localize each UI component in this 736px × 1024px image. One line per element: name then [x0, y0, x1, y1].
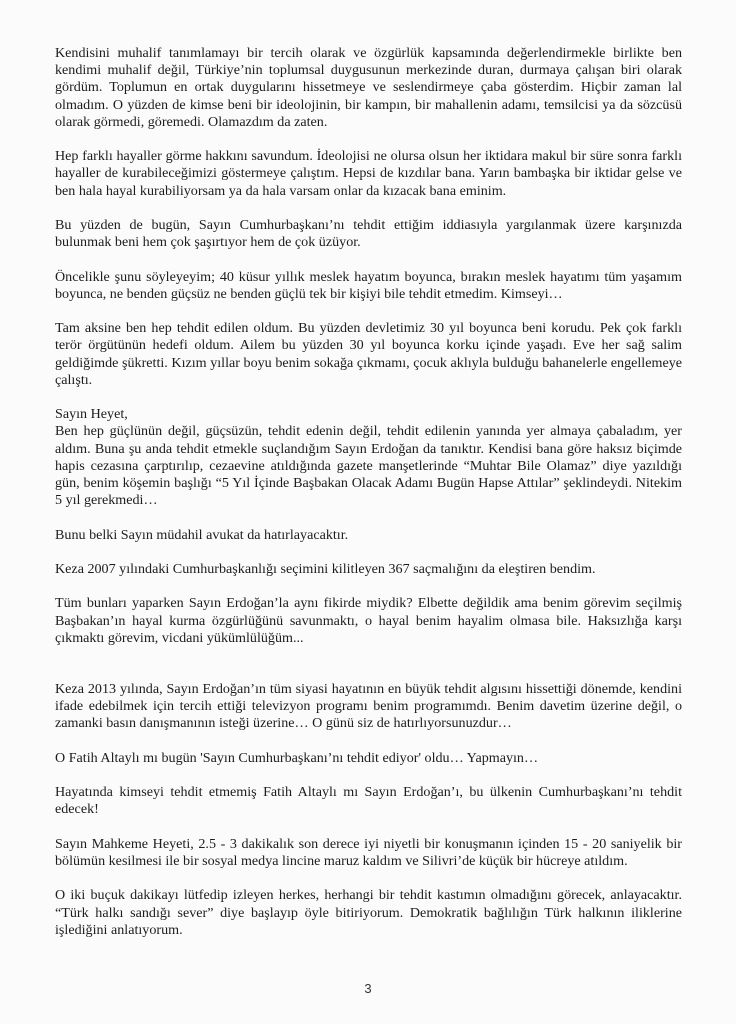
paragraph-same-opinion: Tüm bunları yaparken Sayın Erdoğan’la aynı fikirde miydik? Elbette değildik ama benim görevim seçilmiş Başbakan’ın hayal kurma özgürlüğünü savunmaktı, o hayal benim hayalim olmasa bile. Haksızlığa karşı çıkmaktı görevim, vicdani yükümlülüğüm... — [55, 595, 682, 646]
document-page — [55, 45, 682, 956]
paragraph-court-panel: Sayın Mahkeme Heyeti, 2.5 - 3 dakikalık son derece iyi niyetli bir konuşmanın içinden 15 - 20 saniyelik bir bölümün kesilmesi ile bir sosyal medya lincine maruz kaldım ve Silivri’de küçük bir hücreye atıldım. — [55, 835, 682, 869]
paragraph-dont-do-it: O Fatih Altaylı mı bugün 'Sayın Cumhurbaşkanı’nı tehdit ediyor' oldu… Yapmayın… — [55, 749, 539, 766]
paragraph-lawyer-remember: Bunu belki Sayın müdahil avukat da hatırlayacaktır. — [55, 526, 349, 543]
paragraph-367-criticism: Keza 2007 yılındaki Cumhurbaşkanlığı seçimini kilitleyen 367 saçmalığını da eleştiren bendim. — [55, 560, 596, 577]
paragraph-stood-with-weak: Ben hep güçlünün değil, güçsüzün, tehdit edenin değil, tehdit edilenin yanında yer almaya çabaladım, yer aldım. Buna şu anda tehdit etmekle suçlandığım Sayın Erdoğan da tanıktır. Kendisi bana göre haksız biçimde hapis cezasına çarptırılıp, cezaevine atıldığında gazete manşetlerinde “Muhtar Bile Olamaz” diye yazıldığı gün, benim köşemin başlığı “5 Yıl İçinde Başbakan Olacak Adamı Bugün Hapse Attılar” şeklindeydi. Nitekim 5 yıl gerekmedi… — [55, 423, 682, 509]
page-number: 3 — [364, 981, 372, 996]
paragraph-right-to-dream: Hep farklı hayaller görme hakkını savundum. İdeolojisi ne olursa olsun her iktidara makul bir süre sonra farklı hayaller de kurabileceğimizi göstermeye çalıştım. Hepsi de kızdılar bana. Yarın bambaşka bir iktidar gelse ve ben hala hayal kurabiliyorsam ya da hala varsam onlar da kızacak bana eminim. — [55, 148, 682, 199]
salutation-heyet: Sayın Heyet, — [55, 406, 128, 423]
paragraph-2013-program: Keza 2013 yılında, Sayın Erdoğan’ın tüm siyasi hayatının en büyük tehdit algısını hissettiği dönemde, kendini ifade edebilmek için tercih ettiği televizyon programı benim programımdı. Benim davetim üzerine değil, o zamanki basın danışmanının isteği üzerine… O günü siz de hatırlıyorsunuzdur… — [55, 680, 682, 732]
paragraph-trial-surprise: Bu yüzden de bugün, Sayın Cumhurbaşkanı’nı tehdit ettiğim iddiasıyla yargılanmak üzere karşınızda bulunmak beni hem çok şaşırtıyor hem de çok üzüyor. — [55, 217, 682, 251]
paragraph-two-and-half-minutes: O iki buçuk dakikayı lütfedip izleyen herkes, herhangi bir tehdit kastımın olmadığını görecek, anlayacaktır. “Türk halkı sandığı sever” diye başlayıp öyle bitiriyorum. Demokratik bağlılığın Türk halkının iliklerine işlediğini anlatıyorum. — [55, 887, 682, 938]
paragraph-never-threatened-anyone: Hayatında kimseyi tehdit etmemiş Fatih Altaylı mı Sayın Erdoğan’ı, bu ülkenin Cumhurbaşkanı’nı tehdit edecek! — [55, 784, 682, 818]
paragraph-never-threatened: Öncelikle şunu söyleyeyim; 40 küsur yıllık meslek hayatım boyunca, bırakın meslek hayatımı tüm yaşamım boyunca, ne benden güçsüz ne benden güçlü tek bir kişiyi bile tehdit etmedim. Kimseyi… — [55, 268, 682, 302]
paragraph-always-threatened: Tam aksine ben hep tehdit edilen oldum. Bu yüzden devletimiz 30 yıl boyunca beni korudu. Pek çok farklı terör örgütünün hedefi oldum. Ailem bu yüzden 30 yıl boyunca korku içinde yaşadı. Eve her sağ salim geldiğimde şükretti. Kızım yıllar boyu benim sokağa çıkmamı, çocuk aklıyla bulduğu bahanelerle engellemeye çalıştı. — [55, 320, 682, 388]
paragraph-self-identity: Kendisini muhalif tanımlamayı bir tercih olarak ve özgürlük kapsamında değerlendirmekle birlikte ben kendimi muhalif değil, Türkiye’nin toplumsal duygusunun merkezinde duran, durmaya çalışan biri olarak gördüm. Toplumun en ortak duygularını hissetmeye ve seslendirmeye çaba gösterdim. Hiçbir zaman lal olmadım. O yüzden de kimse beni bir ideolojinin, bir kampın, bir mahallenin adamı, temsilcisi ya da sözcüsü olarak görmedi, göremedi. Olamazdım da zaten. — [55, 45, 682, 130]
